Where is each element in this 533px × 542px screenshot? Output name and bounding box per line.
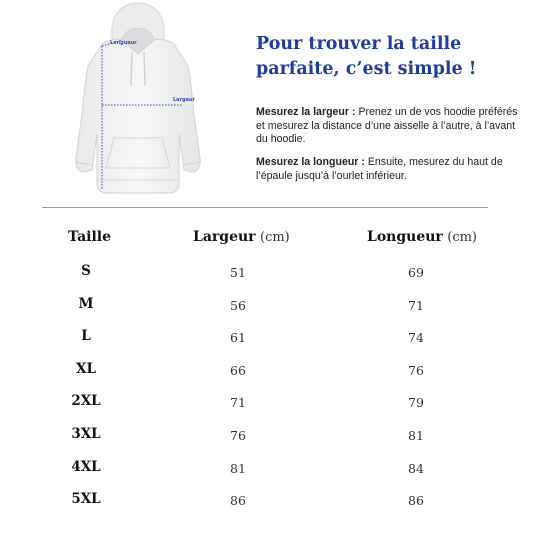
- length-instruction: [256, 156, 518, 183]
- header-width-unit: (cm): [260, 230, 290, 245]
- width-instruction: [256, 106, 518, 147]
- size-table: [0, 255, 533, 516]
- hoodie-image: [58, 0, 218, 200]
- width-cell: 86: [230, 493, 246, 509]
- width-cell: 61: [230, 330, 246, 346]
- table-row: [0, 353, 533, 386]
- header-width: [193, 229, 290, 245]
- length-cell: 81: [408, 427, 424, 443]
- size-cell: 4XL: [71, 458, 101, 475]
- length-instruction-text: Ensuite, mesurez du haut de l’épaule jusqu’à l’ourlet inférieur.: [256, 156, 503, 182]
- title-line-1: Pour trouver la taille: [256, 34, 462, 54]
- width-label: Largeur: [173, 97, 196, 103]
- table-row: [0, 255, 533, 288]
- size-cell: S: [81, 263, 91, 279]
- length-cell: 71: [408, 297, 424, 313]
- width-cell: 56: [230, 297, 246, 313]
- table-row: [0, 451, 533, 484]
- table-row: [0, 483, 533, 516]
- width-cell: 76: [230, 427, 246, 443]
- size-cell: 5XL: [71, 491, 101, 508]
- length-cell: 76: [408, 362, 424, 378]
- header-width-label: Largeur: [193, 229, 256, 245]
- header-length-label: Longueur: [367, 229, 443, 245]
- width-cell: 51: [230, 265, 246, 280]
- length-cell: 69: [408, 265, 424, 280]
- header-length-unit: (cm): [447, 230, 478, 245]
- size-cell: 3XL: [71, 425, 101, 442]
- table-row: [0, 385, 533, 418]
- size-cell: 2XL: [71, 393, 101, 410]
- width-cell: 81: [230, 460, 246, 476]
- length-cell: 74: [408, 330, 424, 346]
- table-row: [0, 320, 533, 353]
- length-cell: 79: [408, 395, 424, 411]
- length-instruction-label: Mesurez la longueur :: [256, 156, 365, 168]
- table-row: [0, 288, 533, 321]
- size-cell: L: [81, 328, 91, 345]
- page-title: [256, 32, 516, 82]
- width-cell: 66: [230, 362, 246, 378]
- header-size: Taille: [68, 229, 112, 245]
- hoodie-illustration: [58, 0, 218, 200]
- width-instruction-text: Prenez un de vos hoodie préférés et mesurez la distance d’une aisselle à l’autre, à l’avant du hoodie.: [256, 106, 518, 145]
- size-cell: XL: [76, 360, 96, 377]
- width-cell: 71: [230, 395, 246, 411]
- size-cell: M: [78, 295, 94, 312]
- title-line-2: parfaite, c’est simple !: [256, 59, 477, 79]
- length-label: Longueur: [110, 40, 137, 46]
- section-divider: [42, 207, 488, 208]
- width-instruction-label: Mesurez la largeur :: [256, 106, 356, 118]
- length-cell: 84: [408, 460, 424, 476]
- table-row: [0, 418, 533, 451]
- length-cell: 86: [408, 493, 424, 509]
- header-length: [367, 229, 477, 245]
